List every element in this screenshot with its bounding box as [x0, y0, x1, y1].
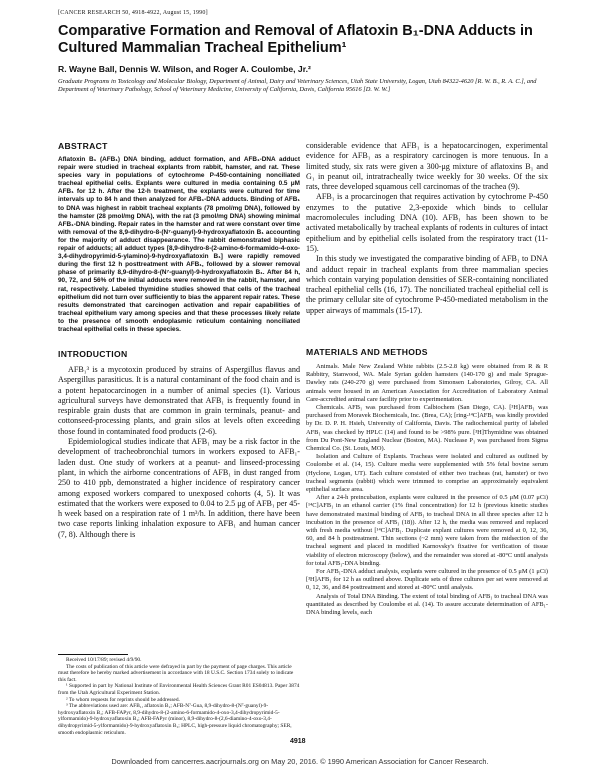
- journal-header: [CANCER RESEARCH 50, 4918-4922, August 15, 1990]: [58, 10, 208, 16]
- intro-paragraph: In this study we investigated the comparative binding of AFB₁ to DNA and adduct repair in tracheal explants from three mammalian species which contain varying population densities of SER-containing nonciliated tracheal epithelial cells (16, 17). The nonciliated tracheal epithelial cell is the primary cellular site of cytochrome P-450-mediated metabolism in the upper airways of mammals (15-17).: [306, 254, 548, 315]
- footnote: ¹ Supported in part by National Institute of Environmental Health Sciences Grant R01 ES04813. Paper 3874 from the Utah Agricultural Experiment Station.: [58, 683, 300, 696]
- intro-paragraph: AFB₁³ is a mycotoxin produced by strains of Aspergillus flavus and Aspergillus parasiticus. It is a natural contaminant of the food chain and is a potent hepatocarcinogen in a number of animal species (1). Various agricultural surveys have demonstrated that AFB₁ is frequently found in respirable grain dusts that are common in grain terminals, peanut- and cottonseed-processing plants, and grain silos at levels often exceeding those found in contaminated food products (2-6).: [58, 365, 300, 436]
- methods-paragraph: For AFB₁-DNA adduct analysis, explants were cultured in the presence of 0.5 μM (1 μCi) [³H]AFB₁ for 12 h as outlined above. Duplicate sets of three cultures per set were removed at 0, 12, 36, and 84 posttreatment and stored at -80°C until analysis.: [306, 568, 548, 592]
- methods-paragraph: Analysis of Total DNA Binding. The extent of total binding of AFB₁ to tracheal DNA was quantitated as described by Coulombe et al. (14). To assure accurate determination of AFB₁-DNA binding levels, each: [306, 592, 548, 617]
- article-title: Comparative Formation and Removal of Aflatoxin B₁-DNA Adducts in Cultured Mammalian Tracheal Epithelium¹: [58, 23, 533, 56]
- author-list: R. Wayne Ball, Dennis W. Wilson, and Roger A. Coulombe, Jr.²: [58, 64, 311, 74]
- introduction-heading: INTRODUCTION: [58, 349, 128, 359]
- methods-paragraph: After a 24-h preincubation, explants were cultured in the presence of 0.5 μM (0.07 μCi) [¹⁴C]AFB₁ in an ethanol carrier (1% final concentration) for 12 h (previous kinetic studies have demonstrated maximal binding of AFB₁ to tracheal DNA in all three species after 12 h incubation in the presence of AFB₁ (18)). After 12 h, the media was removed and replaced with fresh media without [¹⁴C]AFB₁. Duplicate explant cultures were removed at 0, 12, 36, 60, and 84 h posttreatment. Thin sections (~2 mm) were taken from the midsection of the tracheal segment and placed in modified Karnovsky's fixative for verification of tissue viability of electron microscopy (below), and the remainder was stored at -80°C until analysis for total AFB₁-DNA binding.: [306, 494, 548, 567]
- intro-continued: [306, 141, 548, 316]
- introduction-body: [58, 365, 300, 540]
- download-footer: Downloaded from cancerres.aacrjournals.org on May 20, 2016. © 1990 American Association for Cancer Research.: [111, 757, 489, 766]
- footnote: Received 10/17/89; revised 4/9/90.: [66, 657, 142, 663]
- intro-paragraph: considerable evidence that AFB₁ is a hepatocarcinogen, experimental evidence for AFB₁ as a respiratory carcinogen is more tenuous. In a limited study, six rats were given a 300-μg mixture of aflatoxins B₁ and G₁ in peanut oil, intratracheally twice weekly for 30 weeks. Of the six rats, three developed squamous cell carcinomas of the trachea (9).: [306, 141, 548, 192]
- footnote: ² To whom requests for reprints should be addressed.: [66, 696, 180, 703]
- footnote: ³ The abbreviations used are: AFB₁, aflatoxin B₁; AFB-N⁷-Gua, 8,9-dihydro-8-(N⁷-guanyl)-9-hydroxyaflatoxin B₁; AFB-FAPyr, 8,9-dihydro-8-(2-amino-6-formamido-4-oxo-3,4-dihydropyrimid-5-ylformamido)-9-hydroxyaflatoxin B₁; AFB-FAPyr (minor), 8,9-dihydro-8-(2,6-diamino-4-oxo-3,4-dihydropyrimid-5-ylformamido)-9-hydroxyaflatoxin B₁; HPLC, high-pressure liquid chromatography; SER, smooth endoplasmic reticulum.: [58, 703, 292, 736]
- footnote-rule: [58, 654, 128, 655]
- methods-paragraph: Isolation and Culture of Explants. Tracheas were isolated and cultured as outlined by Coulombe et al. (14, 15). Culture media were supplemented with 5% fetal bovine serum (Hyclone, Logan, UT). Each culture consisted of either two tracheas (rat, hamster) or two tracheal segments (rabbit) which were trimmed to comprise an approximately equivalent epithelial surface area.: [306, 453, 548, 494]
- methods-paragraph: Animals. Male New Zealand White rabbits (2.5-2.8 kg) were obtained from R & R Rabbitry, Stanwood, WA. Male Syrian golden hamsters (140-170 g) and male Sprague-Dawley rats (240-270 g) were purchased from Simonsen Laboratories, Gilroy, CA. All animals were housed in an American Association for Accreditation of Laboratory Animal Care-accredited animal care facility prior to experimentation.: [306, 363, 548, 403]
- methods-paragraph: Chemicals. AFB₁ was purchased from Calbiochem (San Diego, CA). [³H]AFB₁ was purchased from Moravek Biochemicals, Inc. (Brea, CA); [ring-¹⁴C]AFB₁ was kindly provided by Dr. D. P. H. Hsieh, University of California, Davis. The radiochemical purity of labeled AFB₁ was checked by HPLC (14) and found to be >98% pure. [³H]Thymidine was obtained from Du Pont-New England Nuclear (Boston, MA). Nuclease P₁ was purchased from Sigma Chemical Co. (St. Louis, MO).: [306, 404, 548, 453]
- intro-paragraph: Epidemiological studies indicate that AFB₁ may be a risk factor in the development of tracheobronchial tumors in workers exposed to AFB₁-laden dust. One study of workers at a peanut- and linseed-processing plant, in which the airborne concentrations of AFB₁ in dust ranged from 250 to 410 ppb, demonstrated a higher incidence of respiratory cancer among exposed workers compared to unexposed cohorts (4, 5). It was estimated that the workers were exposed to 0.04 to 2.5 μg of AFB₁ per 45-h week based on a respiration rate of 1 m³/h. In addition, there have been two case reports linking inhalation exposure to AFB₁ and human cancer (7, 8). Although there is: [58, 437, 300, 539]
- methods-body: [306, 363, 548, 617]
- abstract-text: Aflatoxin B₁ (AFB₁) DNA binding, adduct formation, and AFB₁-DNA adduct repair were studied in tracheal explants from rabbit, hamster, and rat. These species vary in populations of cytochrome P-450-containing nonciliated tracheal epithelial cells. Explants were cultured in media containing 0.5 μM AFB₁ for 12 h. After the 12-h treatment, the explants were cultured for time intervals up to 84 h and then analyzed for AFB₁-DNA adducts. Binding of AFB₁ to DNA was highest in rabbit tracheal explants (78 pmol/mg DNA), followed by the hamster (28 pmol/mg DNA), with the rat (3 pmol/mg DNA) showing minimal AFB₁-DNA binding. Repair rates in the hamster and rat were constant over time with removal of the 8,9-dihydro-8-(N⁷-guanyl)-9-hydroxyaflatoxin B₁ accounting for the majority of adduct disappearance. The rabbit demonstrated biphasic repair of adducts; all adduct types [8,9-dihydro-8-(2-amino-6-formamido-4-oxo-3,4-dihydropyrimid-5-ylamino)-9-hydroxyaflatoxin B₁] were rapidly removed during the first 12 h posttreatment with AFB₁, followed by a slower removal phase of primarily 8,9-dihydro-8-(N⁷-guanyl)-9-hydroxyaflatoxin B₁. After 84 h, 90, 72, and 56% of the initial adducts were removed in the rabbit, hamster, and rat, respectively. Labeled thymidine studies showed that cells of the tracheal epithelium did not turn over sufficiently to bias the apparent repair rates. These results demonstrated that carcinogen activation and repair capabilities of tracheal epithelium vary among species and that these processes likely relate to the presence of smooth endoplasmic reticulum containing nonciliated tracheal epithelial cells in these species.: [58, 156, 300, 333]
- footnotes: [58, 657, 300, 736]
- intro-paragraph: AFB₁ is a procarcinogen that requires activation by cytochrome P-450 enzymes to the putative 2,3-epoxide which binds to cellular macromolecules including DNA (10). AFB₁ has been shown to be activated metabolically by tracheal explants of rodents in cultures of intact epithelium and by epithelial cells isolated from the respiratory tract (11-15).: [306, 192, 548, 253]
- page-number: 4918: [290, 738, 306, 745]
- affiliation: Graduate Programs in Toxicology and Molecular Biology, Department of Animal, Dairy and Veterinary Sciences, Utah State University, Logan, Utah 84322-4620 [R. W. B., R. A. C.], and Department of Veterinary Pathology, School of Veterinary Medicine, University of California, Davis, California 95616 [D. W. W.]: [58, 78, 537, 93]
- methods-heading: MATERIALS AND METHODS: [306, 347, 428, 357]
- abstract-heading: ABSTRACT: [58, 141, 108, 151]
- footnote: The costs of publication of this article were defrayed in part by the payment of page charges. This article must therefore be hereby marked advertisement in accordance with 18 U.S.C. Section 1734 solely to indicate this fact.: [58, 663, 294, 683]
